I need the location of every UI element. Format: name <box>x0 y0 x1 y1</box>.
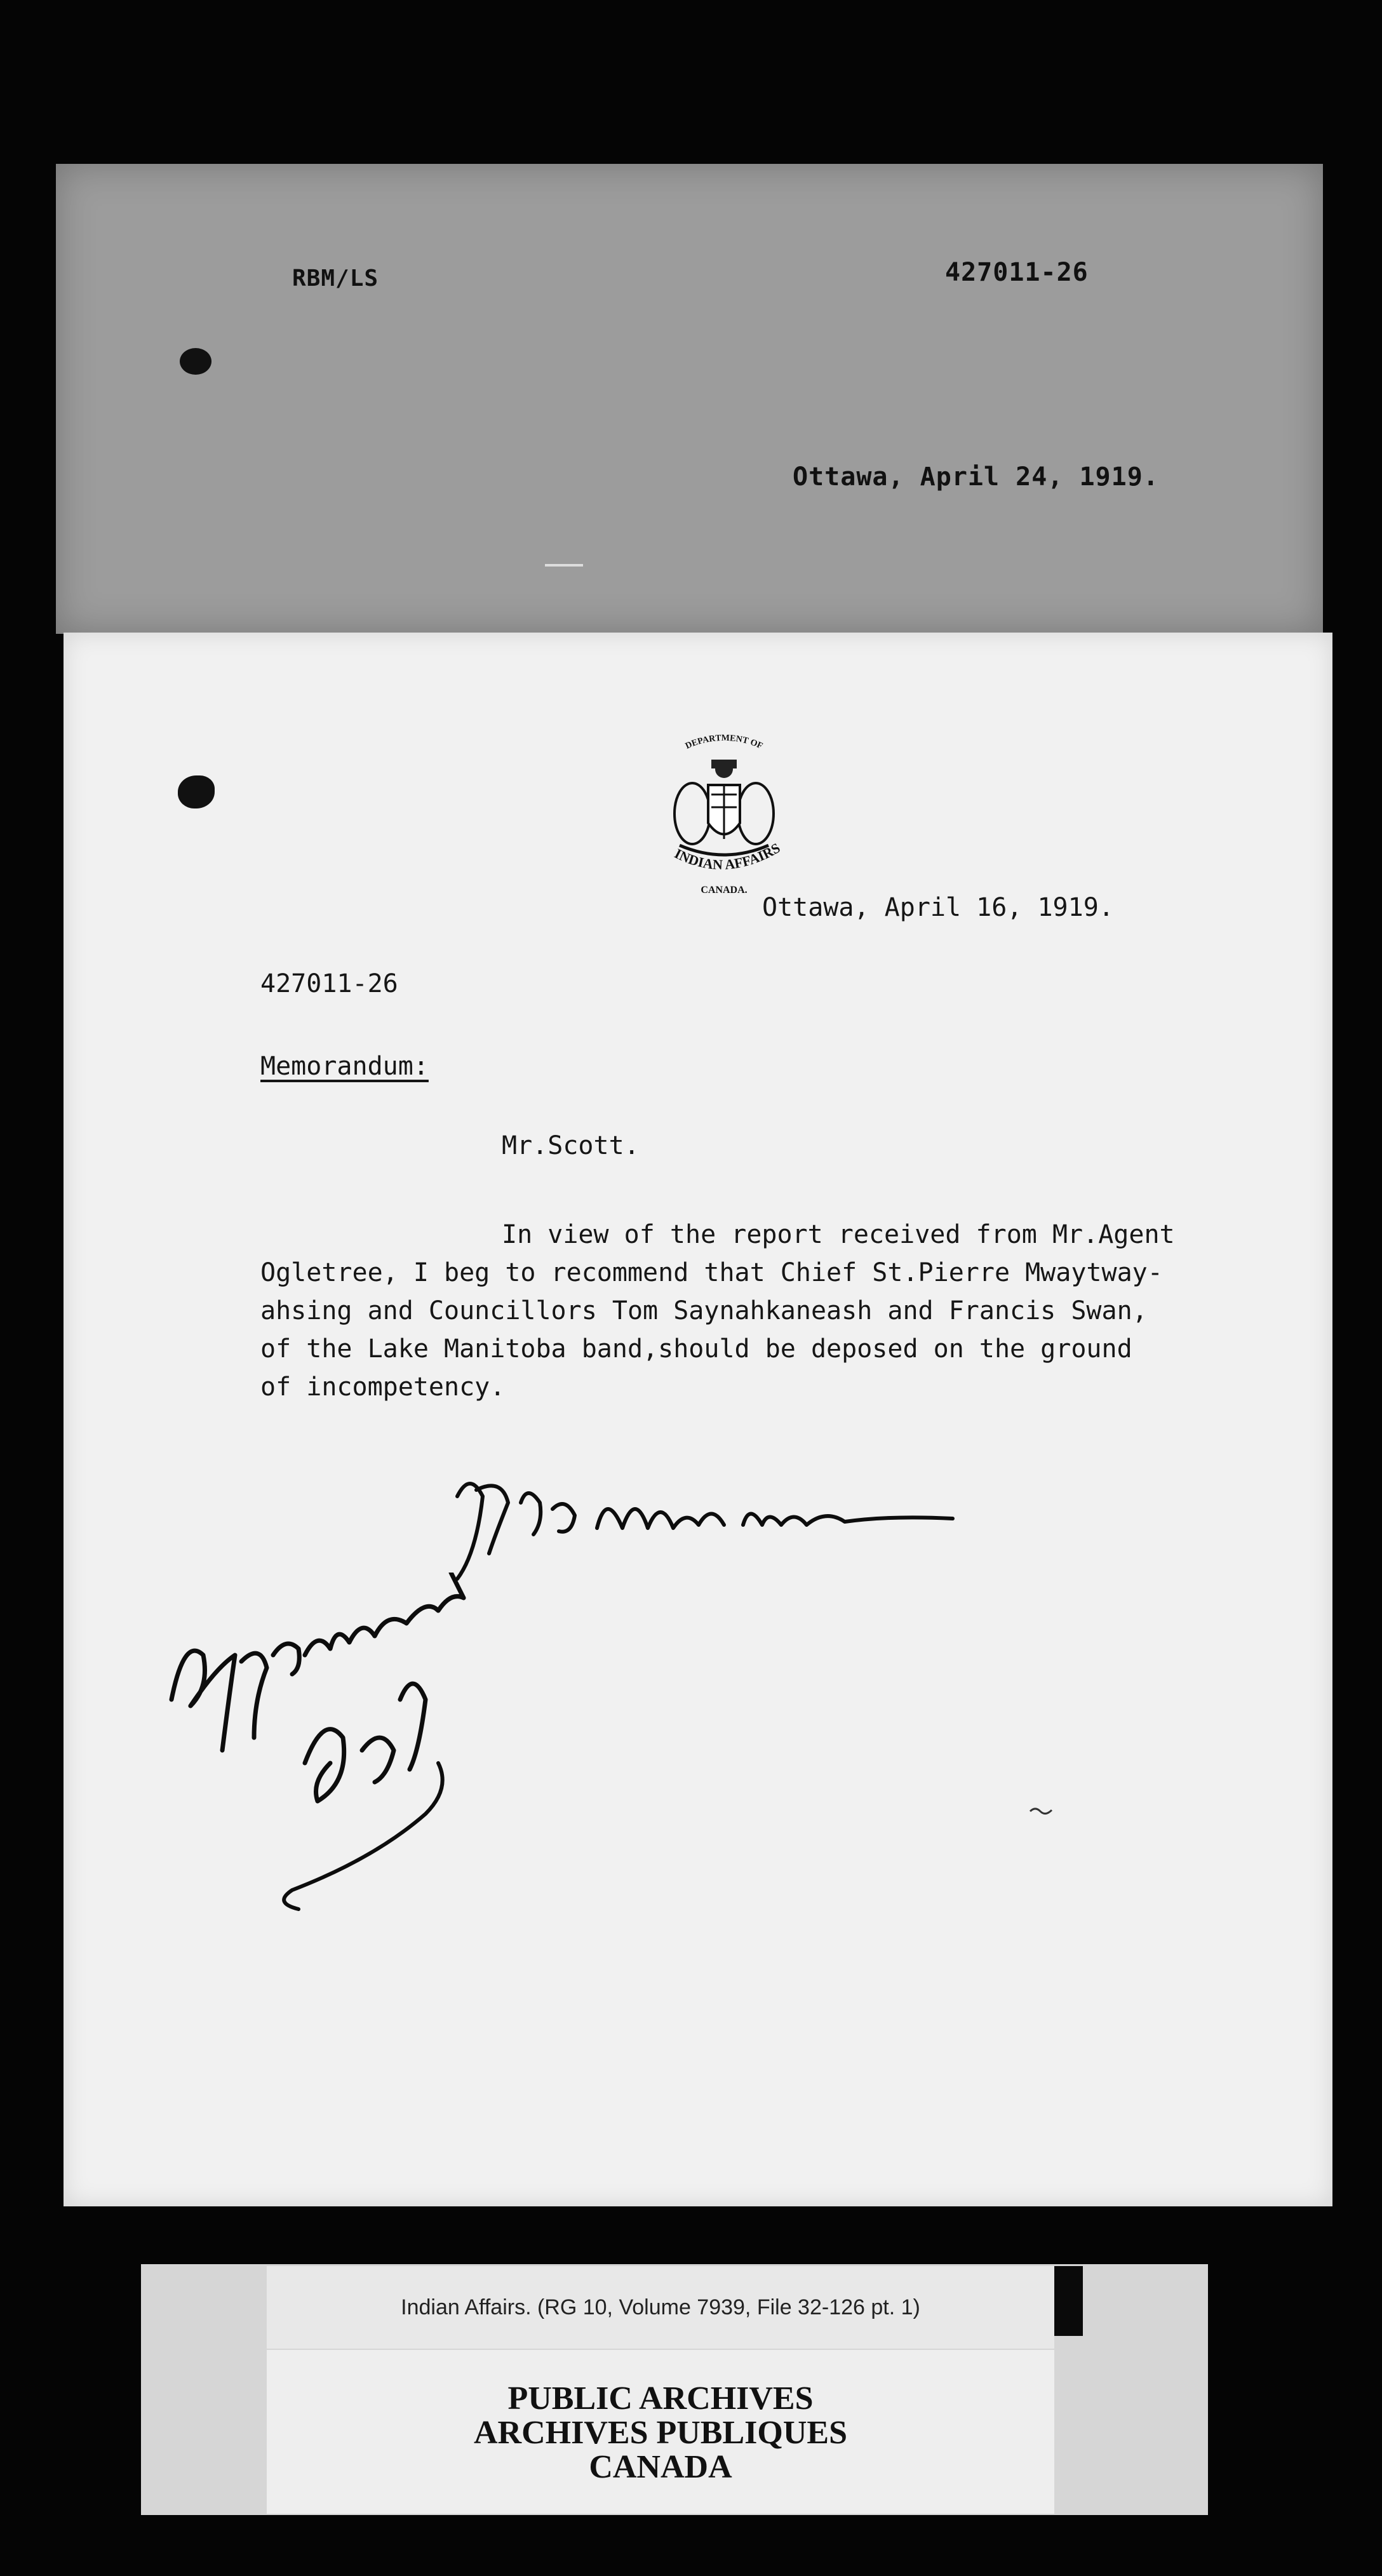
svg-text:INDIAN AFFAIRS: INDIAN AFFAIRS <box>672 840 783 873</box>
memo-file-number: 427011-26 <box>260 969 398 998</box>
archives-line-1: PUBLIC ARCHIVES <box>507 2380 814 2417</box>
memo-heading: Memorandum: <box>260 1052 429 1081</box>
body-line: ahsing and Councillors Tom Saynahkaneash and Francis Swan, <box>260 1296 1148 1325</box>
memorandum-sheet <box>64 633 1332 2206</box>
punch-hole <box>178 775 215 808</box>
typist-initials: RBM/LS <box>292 265 379 292</box>
archives-line-2: ARCHIVES PUBLIQUES <box>473 2415 848 2451</box>
body-line: Ogletree, I beg to recommend that Chief St.Pierre Mwaytway- <box>260 1258 1163 1287</box>
punch-hole <box>180 348 211 375</box>
crest-icon <box>616 734 832 899</box>
body-line: of incompetency. <box>260 1372 506 1402</box>
archives-stamp <box>267 2350 1054 2514</box>
top-file-number: 427011-26 <box>945 258 1089 287</box>
archive-reference-text: Indian Affairs. (RG 10, Volume 7939, File 32-126 pt. 1) <box>401 2295 920 2319</box>
ink-speck <box>1029 1795 1054 1808</box>
top-date: Ottawa, April 24, 1919. <box>793 462 1159 492</box>
archive-reference <box>267 2266 1054 2349</box>
archives-line-3: CANADA <box>589 2449 732 2485</box>
memo-date: Ottawa, April 16, 1919. <box>762 893 1114 922</box>
svg-text:DEPARTMENT OF: DEPARTMENT OF <box>684 734 765 751</box>
approval-note <box>159 1573 572 1928</box>
department-crest <box>616 734 832 899</box>
label-tab <box>1054 2266 1083 2336</box>
body-line: of the Lake Manitoba band,should be deposed on the ground <box>260 1334 1132 1364</box>
svg-text:CANADA.: CANADA. <box>701 885 748 896</box>
paper-mark <box>545 564 583 567</box>
signature <box>432 1458 1003 1585</box>
memo-addressee: Mr.Scott. <box>502 1131 640 1160</box>
body-line: In view of the report received from Mr.Agent <box>502 1220 1175 1249</box>
carbon-copy-sheet <box>56 164 1323 634</box>
